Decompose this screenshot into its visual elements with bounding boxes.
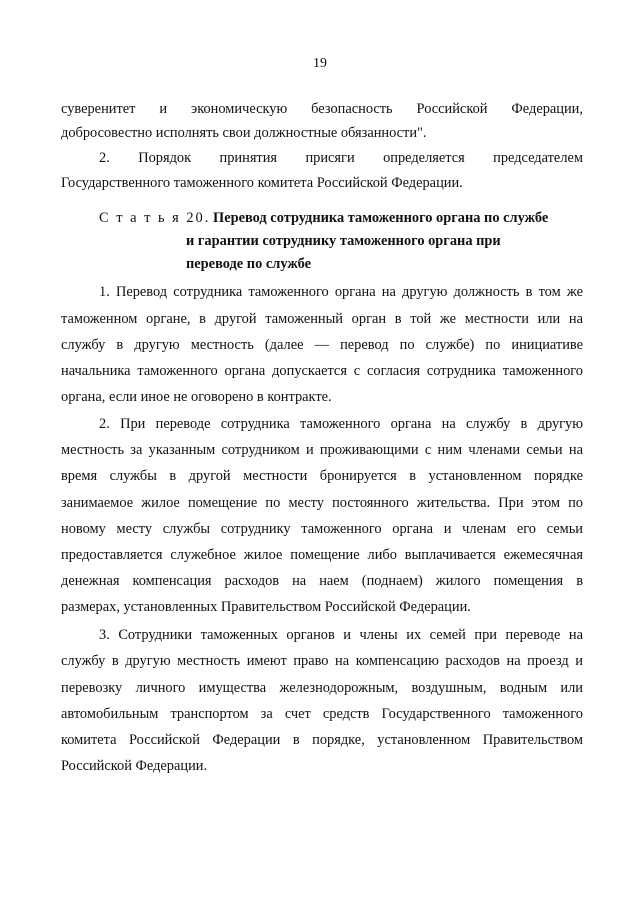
item2-line-1: 2. Порядок принятия присяги определяется председателем bbox=[99, 150, 583, 166]
para3-line-2: службу в другую местность имеют право на компенсацию расходов на проезд и bbox=[61, 653, 583, 669]
article-title-line-3: переводе по службе bbox=[186, 256, 311, 272]
para2-line-8: размерах, установленных Правительством Российской Федерации. bbox=[61, 599, 471, 615]
para1-line-5: органа, если иное не оговорено в контракте. bbox=[61, 389, 332, 405]
para3-line-3: перевозку личного имущества железнодорожным, воздушным, водным или bbox=[61, 680, 583, 696]
page-number: 19 bbox=[313, 56, 327, 71]
intro-line-2: добросовестно исполнять свои должностные обязанности". bbox=[61, 125, 427, 141]
item2-line-2: Государственного таможенного комитета Российской Федерации. bbox=[61, 175, 463, 191]
para2-line-1: 2. При переводе сотрудника таможенного органа на службу в другую bbox=[99, 416, 583, 432]
article-prefix: С т а т ь я 20. bbox=[99, 210, 211, 226]
para2-line-2: местность за указанным сотрудником и проживающими с ним членами семьи на bbox=[61, 442, 583, 458]
para2-line-4: занимаемое жилое помещение по месту постоянного жительства. При этом по bbox=[61, 495, 583, 511]
intro-line-1: суверенитет и экономическую безопасность Российской Федерации, bbox=[61, 101, 583, 117]
para1-line-2: таможенном органе, в другой таможенный орган в той же местности или на bbox=[61, 311, 583, 327]
para2-line-7: денежная компенсация расходов на наем (поднаем) жилого помещения в bbox=[61, 573, 583, 589]
para2-line-5: новому месту службы сотруднику таможенного органа и членам его семьи bbox=[61, 521, 583, 537]
para2-line-3: время службы в другой местности бронируется в установленном порядке bbox=[61, 468, 583, 484]
para1-line-3: службу в другую местность (далее — перевод по службе) по инициативе bbox=[61, 337, 583, 353]
para3-line-5: комитета Российской Федерации в порядке, установленном Правительством bbox=[61, 732, 583, 748]
article-title-line-2: и гарантии сотруднику таможенного органа при bbox=[186, 233, 501, 249]
para2-line-6: предоставляется служебное жилое помещение либо выплачивается ежемесячная bbox=[61, 547, 583, 563]
article-title-line-1: Перевод сотрудника таможенного органа по службе bbox=[213, 210, 549, 226]
para1-line-4: начальника таможенного органа допускается с согласия сотрудника таможенного bbox=[61, 363, 583, 379]
para3-line-6: Российской Федерации. bbox=[61, 758, 208, 774]
para3-line-1: 3. Сотрудники таможенных органов и члены их семей при переводе на bbox=[99, 627, 583, 643]
para3-line-4: автомобильным транспортом за счет средств Государственного таможенного bbox=[61, 706, 583, 722]
para1-line-1: 1. Перевод сотрудника таможенного органа на другую должность в том же bbox=[99, 284, 583, 300]
